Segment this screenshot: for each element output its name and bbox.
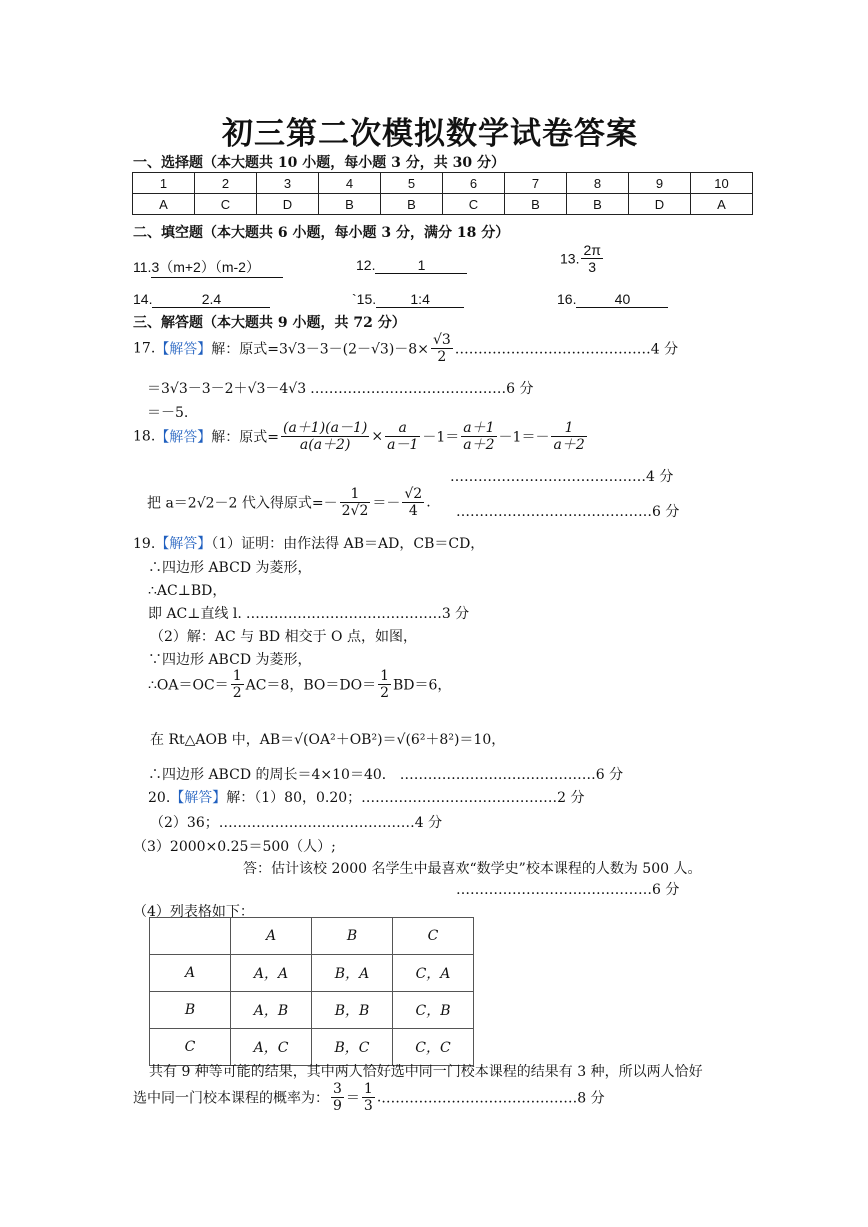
q20-fraction-1 (331, 1081, 344, 1114)
times-sign: × (371, 428, 384, 445)
table-cell: B (381, 194, 443, 215)
q19-step-b: AC＝8，BO＝DO＝ (245, 677, 377, 694)
q20-paragraph-2 (133, 1081, 605, 1114)
answer-tag: 【解答】 (155, 429, 212, 446)
q19-step-a: ∴OA＝OC＝ (148, 677, 229, 694)
table-cell: C (195, 194, 257, 215)
period: . (376, 1089, 382, 1106)
fraction-numerator: √2 (404, 486, 423, 502)
fraction-denominator: 4 (408, 503, 418, 520)
q19-line-7 (148, 668, 451, 701)
fraction-denominator: 3 (588, 259, 597, 276)
q19-conclusion: 即 AC⊥直线 l. (148, 606, 242, 622)
q11 (133, 257, 283, 278)
q19-line-6: ∵四边形 ABCD 为菱形， (148, 652, 312, 668)
q18-mid-2: －1＝－ (498, 429, 550, 446)
table-cell: B (319, 194, 381, 215)
fraction-numerator: (a＋1)(a－1) (283, 420, 368, 436)
answer-tag: 【解答】 (155, 341, 212, 358)
fraction-denominator: a－1 (387, 437, 419, 454)
q14-answer: 2.4 (152, 291, 270, 308)
table-row-answers (133, 194, 753, 215)
q20-line-4: 答：估计该校 2000 名学生中最喜欢“数学史”校本课程的人数为 500 人。 (243, 861, 702, 877)
table-cell: A (691, 194, 753, 215)
table-cell: 8 (567, 173, 629, 194)
table-cell: B (312, 918, 393, 955)
q15 (352, 291, 464, 308)
q20-part-1: 解：（1）80，0.20； (226, 790, 362, 806)
fraction-numerator: 1 (363, 1081, 373, 1097)
fraction-numerator: 1 (551, 420, 586, 437)
q19-score-2: ……………………………………6 分 (399, 767, 624, 783)
table-cell: 4 (319, 173, 381, 194)
fraction-denominator: 9 (333, 1098, 342, 1115)
q19-line-1 (133, 533, 484, 553)
q12-number: 12. (356, 257, 376, 273)
fraction-denominator: 2 (380, 685, 389, 702)
fraction-numerator: a (385, 420, 420, 437)
table-cell: A，B (231, 992, 312, 1029)
q11-answer: 3（m+2）（m-2） (151, 257, 283, 278)
q17-line-3: ＝－5. (147, 405, 189, 421)
table-cell: C (150, 1029, 231, 1066)
q20-score-2: ……………………………………4 分 (218, 815, 443, 831)
q20-line-5: （4）列表格如下： (133, 904, 254, 920)
table-row-numbers (133, 173, 753, 194)
choice-answer-table (132, 172, 753, 215)
q11-number: 11. (133, 259, 152, 275)
fraction-denominator: a＋2 (463, 437, 495, 454)
answer-tag: 【解答】 (170, 790, 227, 806)
table-cell: 5 (381, 173, 443, 194)
q20-line-3: （3）2000×0.25＝500（人）; (133, 839, 336, 855)
q18-line-1 (133, 420, 589, 453)
q17-score-2: ……………………………………6 分 (310, 381, 534, 397)
q15-answer: 1:4 (376, 291, 464, 308)
q18-score-1: ……………………………………4 分 (450, 469, 674, 485)
equals-sign: ＝ (345, 1090, 360, 1107)
q18-sub-mid: ＝－ (372, 495, 401, 512)
table-cell: A，A (231, 955, 312, 992)
fraction-numerator: 1 (380, 668, 389, 684)
q18-sub-end: . (426, 494, 431, 511)
fraction-numerator: √3 (432, 332, 451, 348)
q17-line-1 (133, 332, 678, 365)
q20-fraction-2 (362, 1081, 375, 1114)
q16 (557, 291, 668, 308)
table-row (150, 992, 474, 1029)
q18-fraction-1 (281, 420, 369, 453)
q20-part-2: （2）36； (150, 815, 219, 831)
q17-number: 17. (133, 340, 156, 357)
q18-fraction-4 (551, 420, 586, 453)
q19-line-2: ∴四边形 ABCD 为菱形， (148, 560, 312, 576)
q19-score-1: ……………………………………3 分 (245, 606, 470, 622)
q13 (560, 242, 605, 275)
q20-number: 20. (148, 790, 171, 806)
q13-fraction (581, 242, 602, 275)
table-cell: B，A (312, 955, 393, 992)
table-cell: C (393, 918, 474, 955)
table-cell: B (505, 194, 567, 215)
q13-number: 13. (560, 250, 580, 267)
fraction-numerator: 1 (340, 486, 371, 503)
fraction-denominator: 2 (232, 685, 242, 702)
q20-score-3: ……………………………………6 分 (456, 882, 680, 898)
q18-prefix: 解：原式= (211, 429, 279, 446)
fraction-denominator: 2 (437, 349, 447, 366)
q20-score-4: ……………………………………8 分 (381, 1090, 605, 1107)
section-1-heading: 一、选择题（本大题共 10 小题，每小题 3 分，共 30 分） (133, 155, 505, 171)
q17-score-1: ……………………………………4 分 (454, 341, 679, 358)
q20-score-1: ……………………………………2 分 (361, 790, 585, 806)
q14-number: 14. (133, 291, 153, 307)
fraction-numerator: 1 (232, 668, 242, 684)
q19-line-5: （2）解：AC 与 BD 相交于 O 点，如图， (150, 629, 417, 645)
fraction-numerator: 2π (583, 242, 601, 258)
q14 (133, 291, 270, 308)
answer-tag: 【解答】 (155, 536, 212, 552)
q19-half-fraction-2 (378, 668, 391, 701)
fraction-denominator: a＋2 (553, 437, 585, 454)
q19-perimeter: ∴四边形 ABCD 的周长＝4×10＝40． (148, 767, 396, 783)
q19-line-3: ∴AC⊥BD， (148, 583, 227, 599)
outcome-table (149, 917, 474, 1066)
table-cell: A (133, 194, 195, 215)
q12 (356, 257, 467, 274)
q17-line-2 (147, 378, 533, 398)
q18-sub-fraction-1 (340, 486, 371, 519)
table-cell: B (567, 194, 629, 215)
table-cell: B (150, 992, 231, 1029)
q18-fraction-3 (461, 420, 496, 453)
q20-paragraph-1: 共有 9 种等可能的结果，其中两人恰好选中同一门校本课程的结果有 3 种，所以两人恰好 (149, 1064, 703, 1080)
q18-substitution: 把 a＝2√2－2 代入得原式=－ (147, 495, 338, 512)
q18-mid-1: －1＝ (422, 429, 460, 446)
table-cell: 10 (691, 173, 753, 194)
q18-score-2: ……………………………………6 分 (456, 504, 680, 520)
table-cell: C，B (393, 992, 474, 1029)
q19-half-fraction-1 (231, 668, 244, 701)
table-cell: 6 (443, 173, 505, 194)
q19-proof-intro: （1）证明：由作法得 AB＝AD，CB＝CD， (211, 536, 485, 552)
fraction-denominator: 2√2 (341, 503, 369, 520)
q18-line-2 (147, 486, 431, 519)
table-cell: 3 (257, 173, 319, 194)
q19-step-c: BD＝6， (393, 677, 452, 694)
table-cell: B，C (312, 1029, 393, 1066)
table-cell: B，B (312, 992, 393, 1029)
fraction-denominator: a(a＋2) (299, 437, 351, 454)
table-row (150, 1029, 474, 1066)
table-cell: 7 (505, 173, 567, 194)
table-cell (150, 918, 231, 955)
table-cell: 2 (195, 173, 257, 194)
table-cell: A (231, 918, 312, 955)
fraction-denominator: 3 (363, 1098, 373, 1115)
q19-line-8: 在 Rt△AOB 中，AB＝√(OA²＋OB²)＝√(6²＋8²)＝10， (150, 732, 506, 748)
fraction-numerator: 3 (333, 1081, 342, 1097)
q18-sub-fraction-2 (402, 486, 424, 519)
q12-answer: 1 (375, 257, 467, 274)
table-cell: D (257, 194, 319, 215)
q16-number: 16. (557, 291, 577, 307)
q17-fraction (431, 332, 453, 365)
table-cell: 9 (629, 173, 691, 194)
table-cell: C，C (393, 1029, 474, 1066)
q18-number: 18. (133, 428, 156, 445)
q17-step-2: ＝3√3－3－2＋√3－4√3 (147, 381, 307, 397)
q18-fraction-2 (385, 420, 420, 453)
fraction-numerator: a＋1 (463, 420, 495, 436)
q16-answer: 40 (576, 291, 668, 308)
table-cell: 1 (133, 173, 195, 194)
q19-number: 19. (133, 536, 156, 552)
table-cell: A，C (231, 1029, 312, 1066)
q19-line-9 (148, 764, 623, 784)
table-cell: A (150, 955, 231, 992)
table-cell: D (629, 194, 691, 215)
q15-number: `15. (352, 291, 377, 307)
table-row (150, 955, 474, 992)
q20-line-1 (148, 787, 585, 807)
table-cell: C，A (393, 955, 474, 992)
section-2-heading: 二、填空题（本大题共 6 小题，每小题 3 分，满分 18 分） (133, 225, 510, 241)
table-cell: C (443, 194, 505, 215)
q19-line-4 (148, 603, 469, 623)
q17-expression: 解：原式=3√3－3－(2－√3)－8× (211, 341, 429, 358)
q20-line-2 (150, 812, 442, 832)
section-3-heading: 三、解答题（本大题共 9 小题，共 72 分） (133, 315, 406, 331)
q20-probability-text: 选中同一门校本课程的概率为： (133, 1090, 329, 1107)
page-title: 初三第二次模拟数学试卷答案 (222, 116, 638, 152)
table-row (150, 918, 474, 955)
